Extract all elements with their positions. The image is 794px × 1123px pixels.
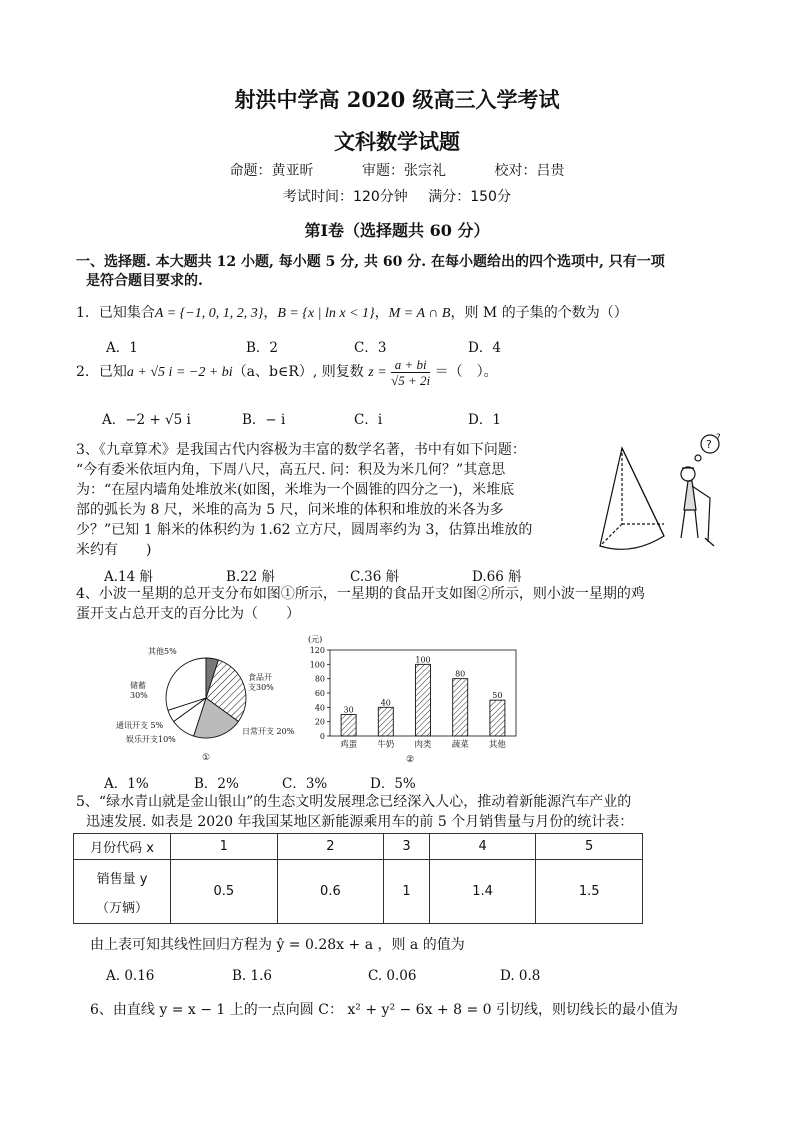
table-cell: 0.5 (171, 860, 278, 924)
bar-value-label: 100 (415, 655, 431, 665)
bar-caption: ② (406, 755, 415, 765)
table-cell: 3 (384, 834, 430, 860)
pie-label-ent: 娱乐开支10% (126, 735, 176, 744)
set-b: B = {x | ln x < 1} (277, 306, 375, 321)
x-tick-label: 鸡蛋 (340, 740, 358, 750)
pie-label-daily: 日常开支 20% (242, 727, 295, 736)
q5-options (106, 968, 706, 988)
exam-staff (0, 160, 794, 180)
reviewer: 审题：张宗礼 (362, 163, 446, 179)
table-cell: 1 (384, 860, 430, 924)
x-tick-label: 牛奶 (377, 740, 395, 750)
bar-value-label: 30 (343, 705, 354, 715)
x-tick-label: 蔬菜 (451, 740, 469, 750)
svg-text:?: ? (706, 438, 712, 451)
pie-chart (106, 636, 306, 766)
option-c: C.36 斛 (350, 569, 400, 585)
bar-4 (490, 700, 505, 736)
option-d: D.66 斛 (472, 569, 522, 585)
author: 命题：黄亚昕 (229, 163, 314, 179)
bar-unit: (元) (308, 635, 323, 644)
option-c: C．i (354, 412, 383, 428)
q2-numerator: a + bi (391, 357, 430, 373)
option-d: D．5% (370, 776, 416, 792)
q2-equation: a + √5 i = −2 + bi (126, 365, 233, 380)
header-month: 月份代码 x (74, 834, 171, 860)
option-b: B．2% (194, 776, 239, 792)
rice-pile-figure (592, 428, 732, 556)
q2-fraction (391, 357, 430, 388)
section-heading: 第Ⅰ卷（选择题共 60 分） (304, 221, 490, 240)
question-1: 1．已知集合A = {−1, 0, 1, 2, 3}，B = {x | ln x < 1}，M = A ∩ B，则 M 的子集的个数为（） (76, 305, 628, 321)
q2-denominator: √5 + 2i (391, 372, 431, 388)
option-b: B. 1.6 (232, 968, 272, 984)
question-5: 5、“绿水青山就是金山银山”的生态文明发展理念已经深入人心，推动着新能源汽车产业的 迅速发展. 如表是 2020 年我国某地区新能源乘用车的前 5 个月销售量与月份的统计表： (76, 794, 634, 830)
x-tick-label: 肉类 (414, 740, 432, 750)
option-a: A. 0.16 (106, 968, 155, 984)
question-3: 3、《九章算术》是我国古代内容极为丰富的数学名著，书中有如下问题： “今有委米依垣内角，下周八尺，高五尺. 问：积及为米几何？”其意思 为：“在屋内墙角处堆放米(如图，米堆为一个圆锥的四分之一)，米堆底 部的弧长为 8 尺，米堆的高为 5 尺，问米堆的体积和堆放的米各为多 少？”已知 1 斛米的体积约为 1.62 立方尺，圆周率约为 3，估算出堆放的 米约有 ) (76, 442, 533, 558)
option-c: C．3 (354, 340, 387, 356)
exam-time: 考试时间：120分钟 (283, 189, 408, 205)
table-cell: 1.4 (429, 860, 536, 924)
proofreader: 校对：吕贵 (494, 163, 565, 179)
pie-label-other: 其他5% (148, 647, 177, 656)
option-b: B．2 (246, 340, 279, 356)
section-instruction-1: 一、选择题. 本大题共 12 小题, 每小题 5 分, 共 60 分. 在每小题给出的四个选项中, 只有一项 (76, 254, 665, 270)
set-a: A = {−1, 0, 1, 2, 3} (154, 306, 264, 321)
option-c: C．3% (282, 776, 328, 792)
table-row (74, 834, 643, 860)
q1-options (106, 336, 706, 356)
table-row (74, 860, 643, 924)
exam-subtitle: 文科数学试题 (334, 129, 460, 154)
y-tick-label: 0 (319, 732, 325, 741)
question-2: 2．已知a + √5 i = −2 + bi（a、b∈R）, 则复数 z = $\frac{a + bi}{√5 + 2i}$ ＝（ ）。 (76, 356, 498, 388)
svg-text:?: ? (716, 433, 721, 443)
option-b: B.22 斛 (226, 569, 276, 585)
header-sales: 销售量 y （万辆） (74, 860, 171, 924)
pie-slices (166, 658, 246, 738)
y-tick-label: 120 (309, 646, 325, 655)
option-d: D. 0.8 (500, 968, 541, 984)
option-d: D．4 (468, 340, 501, 356)
bar-2 (416, 664, 431, 736)
y-tick-label: 60 (314, 689, 325, 698)
pie-label-savings-2: 30% (130, 691, 148, 700)
bar-3 (453, 679, 468, 736)
set-m: M = A ∩ B (388, 306, 451, 321)
option-a: A．1 (106, 340, 138, 356)
table-cell: 1.5 (536, 860, 643, 924)
pie-label-comm: 通讯开支 5% (116, 721, 164, 730)
option-a: A．−2 + √5 i (102, 412, 191, 428)
option-a: A.14 斛 (104, 569, 154, 585)
y-tick-label: 100 (309, 660, 325, 670)
table-cell: 4 (429, 834, 536, 860)
table-cell: 1 (171, 834, 278, 860)
bar-1 (378, 707, 393, 736)
q3-options (104, 565, 704, 585)
y-tick-label: 20 (314, 717, 325, 727)
section-instruction-2: 是符合题目要求的. (86, 273, 203, 289)
table-cell: 2 (277, 834, 384, 860)
question-6: 6、由直线 y = x − 1 上的一点向圆 C： x² + y² − 6x + 8 = 0 引切线，则切线长的最小值为 (90, 1002, 679, 1018)
option-b: B．− i (242, 412, 286, 428)
exam-title: 射洪中学高 2020 级高三入学考试 (234, 87, 560, 112)
table-cell: 0.6 (277, 860, 384, 924)
x-tick-label: 其他 (488, 740, 506, 750)
q5-regression: 由上表可知其线性回归方程为 ŷ = 0.28x + a ，则 a 的值为 (90, 937, 465, 953)
y-tick-label: 40 (314, 703, 325, 713)
sales-table (73, 833, 643, 924)
pie-caption: ① (202, 753, 211, 763)
table-cell: 5 (536, 834, 643, 860)
pie-label-savings-1: 储蓄 (130, 681, 146, 690)
question-4: 4、小波一星期的总开支分布如图①所示，一星期的食品开支如图②所示，则小波一星期的鸡 蛋开支占总开支的百分比为（ ） (76, 586, 645, 622)
bar-value-label: 50 (492, 691, 503, 701)
bar-value-label: 40 (380, 698, 391, 708)
exam-score: 满分：150分 (428, 189, 511, 205)
q4-options (104, 772, 704, 792)
option-a: A．1% (104, 776, 149, 792)
y-tick-label: 80 (314, 674, 325, 684)
q2-options (102, 408, 702, 428)
exam-time-score (0, 186, 794, 206)
bar-chart (304, 632, 524, 766)
bar-value-label: 80 (455, 669, 466, 679)
pie-label-food-1: 食品开 (248, 673, 272, 682)
pie-label-food-2: 支30% (248, 683, 274, 692)
bar-0 (341, 715, 356, 737)
option-d: D．1 (468, 412, 501, 428)
option-c: C. 0.06 (368, 968, 417, 984)
